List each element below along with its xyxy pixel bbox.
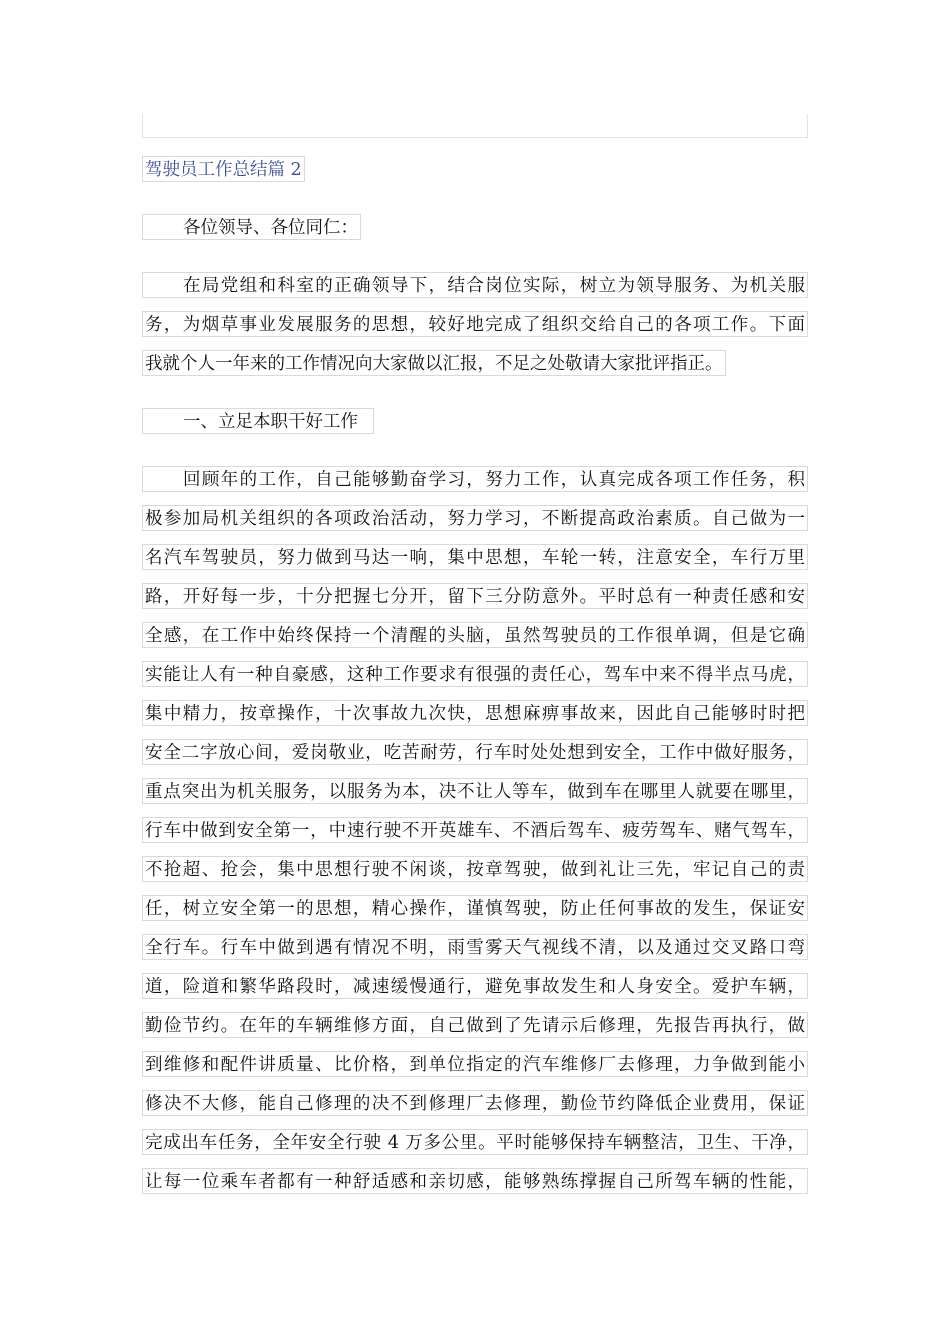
intro-line: 我就个人一年来的工作情况向大家做以汇报，不足之处敬请大家批评指正。	[142, 350, 726, 376]
body-line: 全感，在工作中始终保持一个清醒的头脑，虽然驾驶员的工作很单调，但是它确	[142, 622, 808, 648]
body-line: 名汽车驾驶员，努力做到马达一响，集中思想，车轮一转，注意安全，车行万里	[142, 544, 808, 570]
body-line: 到维修和配件讲质量、比价格，到单位指定的汽车维修厂去修理，力争做到能小	[142, 1051, 808, 1077]
body-line: 路，开好每一步，十分把握七分开，留下三分防意外。平时总有一种责任感和安	[142, 583, 808, 609]
body-line: 集中精力，按章操作，十次事故九次快，思想麻痹事故来，因此自己能够时时把	[142, 700, 808, 726]
body-line: 行车中做到安全第一，中速行驶不开英雄车、不酒后驾车、疲劳驾车、赌气驾车，	[142, 817, 808, 843]
intro-line: 务，为烟草事业发展服务的思想，较好地完成了组织交给自己的各项工作。下面	[142, 311, 808, 337]
header-frame	[142, 114, 808, 138]
body-line: 实能让人有一种自豪感，这种工作要求有很强的责任心，驾车中来不得半点马虎，	[142, 661, 808, 687]
body-line: 安全二字放心间，爱岗敬业，吃苦耐劳，行车时处处想到安全，工作中做好服务，	[142, 739, 808, 765]
body-line: 任，树立安全第一的思想，精心操作，谨慎驾驶，防止任何事故的发生，保证安	[142, 895, 808, 921]
body-line: 完成出车任务，全年安全行驶 4 万多公里。平时能够保持车辆整洁，卫生、干净，	[142, 1129, 808, 1155]
greeting: 各位领导、各位同仁：	[142, 214, 361, 240]
body-line: 全行车。行车中做到遇有情况不明，雨雪雾天气视线不清，以及通过交叉路口弯	[142, 934, 808, 960]
body-line: 极参加局机关组织的各项政治活动，努力学习，不断提高政治素质。自己做为一	[142, 505, 808, 531]
body-line: 让每一位乘车者都有一种舒适感和亲切感，能够熟练撑握自己所驾车辆的性能，	[142, 1168, 808, 1194]
body-line: 回顾年的工作，自己能够勤奋学习，努力工作，认真完成各项工作任务，积	[142, 466, 808, 492]
section-heading: 一、立足本职干好工作	[142, 408, 374, 434]
body-line: 道，险道和繁华路段时，减速缓慢通行，避免事故发生和人身安全。爱护车辆，	[142, 973, 808, 999]
body-line: 重点突出为机关服务，以服务为本，决不让人等车，做到车在哪里人就要在哪里，	[142, 778, 808, 804]
body-line: 不抢超、抢会，集中思想行驶不闲谈，按章驾驶，做到礼让三先，牢记自己的责	[142, 856, 808, 882]
document-title: 驾驶员工作总结篇 2	[142, 156, 305, 182]
body-line: 修决不大修，能自己修理的决不到修理厂去修理，勤俭节约降低企业费用，保证	[142, 1090, 808, 1116]
body-line: 勤俭节约。在年的车辆维修方面，自己做到了先请示后修理，先报告再执行，做	[142, 1012, 808, 1038]
intro-line: 在局党组和科室的正确领导下，结合岗位实际，树立为领导服务、为机关服	[142, 272, 808, 298]
